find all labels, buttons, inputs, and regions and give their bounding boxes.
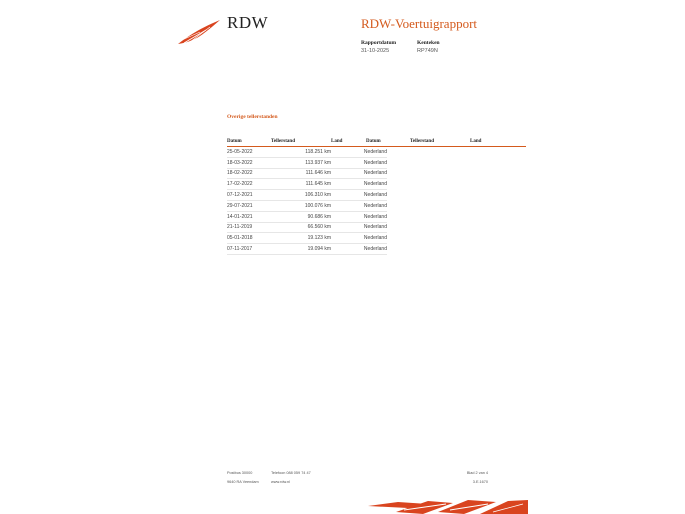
table-row (227, 244, 387, 255)
cell-reading: 118.251 km (271, 147, 331, 158)
cell-reading: 106.310 km (271, 190, 331, 201)
decorative-swoosh-icon (368, 498, 528, 514)
table-row (227, 168, 387, 179)
cell-reading: 66.560 km (271, 222, 331, 233)
cell-date: 18-02-2022 (227, 168, 271, 179)
cell-date: 07-12-2021 (227, 190, 271, 201)
cell-date: 14-01-2021 (227, 211, 271, 222)
cell-reading: 111.646 km (271, 168, 331, 179)
cell-reading: 19.123 km (271, 233, 331, 244)
cell-country: Nederland (331, 211, 387, 222)
footer-page-number: Blad 2 van 4 (466, 471, 488, 475)
table-row (227, 222, 387, 233)
cell-country: Nederland (331, 200, 387, 211)
table-row (227, 211, 387, 222)
document-title: RDW-Voertuigrapport (361, 16, 478, 31)
table-header-row (227, 138, 387, 147)
cell-country: Nederland (331, 168, 387, 179)
cell-country: Nederland (331, 147, 387, 158)
cell-date: 21-11-2019 (227, 222, 271, 233)
cell-date: 25-05-2022 (227, 147, 271, 158)
report-date-block (361, 39, 396, 55)
section-title: Overige tellerstanden (227, 114, 278, 120)
cell-country: Nederland (331, 157, 387, 168)
table-row (227, 233, 387, 244)
footer-phone: Telefoon 088 059 74 47 (271, 471, 311, 475)
column-header-country: Land (470, 138, 526, 147)
cell-date: 05-01-2018 (227, 233, 271, 244)
column-header-date: Datum (366, 138, 410, 147)
cell-country: Nederland (331, 190, 387, 201)
plate-label: Kenteken (417, 40, 440, 46)
cell-reading: 19.094 km (271, 244, 331, 255)
column-header-reading: Tellerstand (271, 138, 331, 147)
cell-reading: 113.937 km (271, 157, 331, 168)
table-row (227, 157, 387, 168)
cell-date: 18-03-2022 (227, 157, 271, 168)
cell-country: Nederland (331, 244, 387, 255)
rdw-logo-icon (176, 18, 222, 46)
column-header-country: Land (331, 138, 387, 147)
report-date-value: 31-10-2025 (361, 48, 390, 54)
odometer-table-left (227, 138, 387, 255)
table-row (227, 190, 387, 201)
plate-value: RP749N (417, 48, 438, 54)
cell-date: 29-07-2021 (227, 200, 271, 211)
table-header-row (366, 138, 526, 147)
table-row (227, 147, 387, 158)
cell-country: Nederland (331, 179, 387, 190)
cell-reading: 100.076 km (271, 200, 331, 211)
footer-postbus: Postbus 30000 (227, 471, 253, 475)
table-row (227, 179, 387, 190)
cell-reading: 90.686 km (271, 211, 331, 222)
plate-block (417, 39, 440, 55)
cell-country: Nederland (331, 222, 387, 233)
column-header-reading: Tellerstand (410, 138, 470, 147)
cell-country: Nederland (331, 233, 387, 244)
footer-code: 3.E.1670 (472, 480, 488, 484)
odometer-table-right (366, 138, 526, 147)
cell-date: 17-02-2022 (227, 179, 271, 190)
table-row (227, 200, 387, 211)
report-date-label: Rapportdatum (361, 40, 397, 46)
footer-address: 9640 RA Veendam (227, 480, 259, 484)
footer-website[interactable]: www.rdw.nl (271, 480, 290, 484)
cell-date: 07-11-2017 (227, 244, 271, 255)
brand-name: RDW (227, 13, 269, 32)
cell-reading: 111.645 km (271, 179, 331, 190)
column-header-date: Datum (227, 138, 271, 147)
